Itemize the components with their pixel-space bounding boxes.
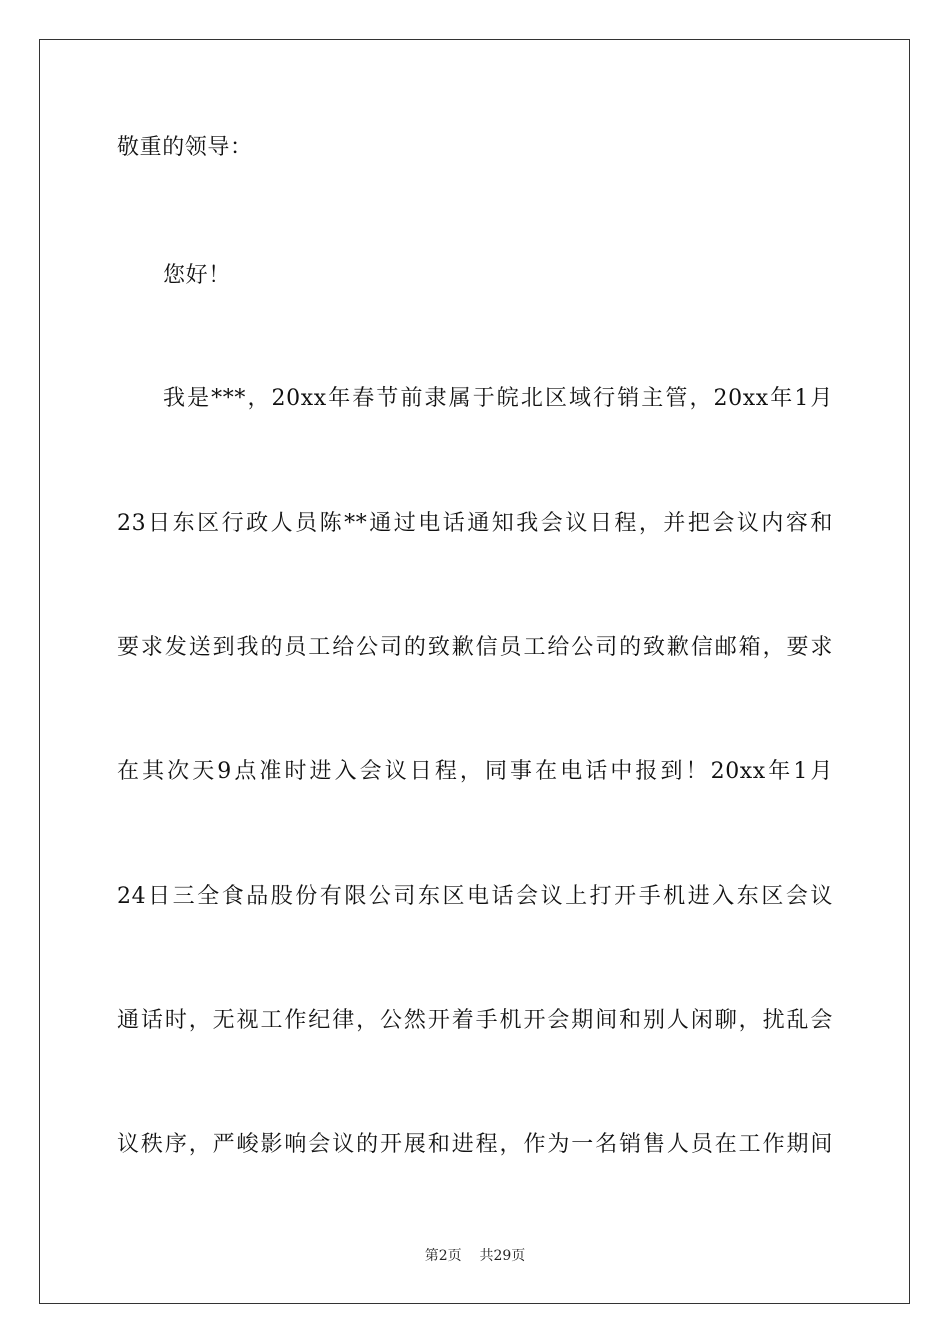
- greeting: 您好！: [163, 263, 231, 288]
- body-line: 通话时，无视工作纪律，公然开着手机开会期间和别人闲聊，扰乱会: [117, 1008, 833, 1033]
- body-line: 要求发送到我的员工给公司的致歉信员工给公司的致歉信邮箱，要求: [117, 635, 833, 660]
- body-line: 24日三全食品股份有限公司东区电话会议上打开手机进入东区会议: [117, 884, 833, 909]
- page-border: [39, 39, 910, 1304]
- body-line: 议秩序，严峻影响会议的开展和进程，作为一名销售人员在工作期间: [117, 1132, 833, 1157]
- page-number-footer: 第2页 共29页: [424, 1248, 526, 1264]
- salutation: 敬重的领导：: [117, 135, 253, 160]
- body-line: 在其次天9点准时进入会议日程，同事在电话中报到！20xx年1月: [117, 759, 833, 784]
- body-line: 我是***，20xx年春节前隶属于皖北区域行销主管，20xx年1月: [163, 386, 833, 411]
- body-line: 23日东区行政人员陈**通过电话通知我会议日程，并把会议内容和: [117, 511, 833, 536]
